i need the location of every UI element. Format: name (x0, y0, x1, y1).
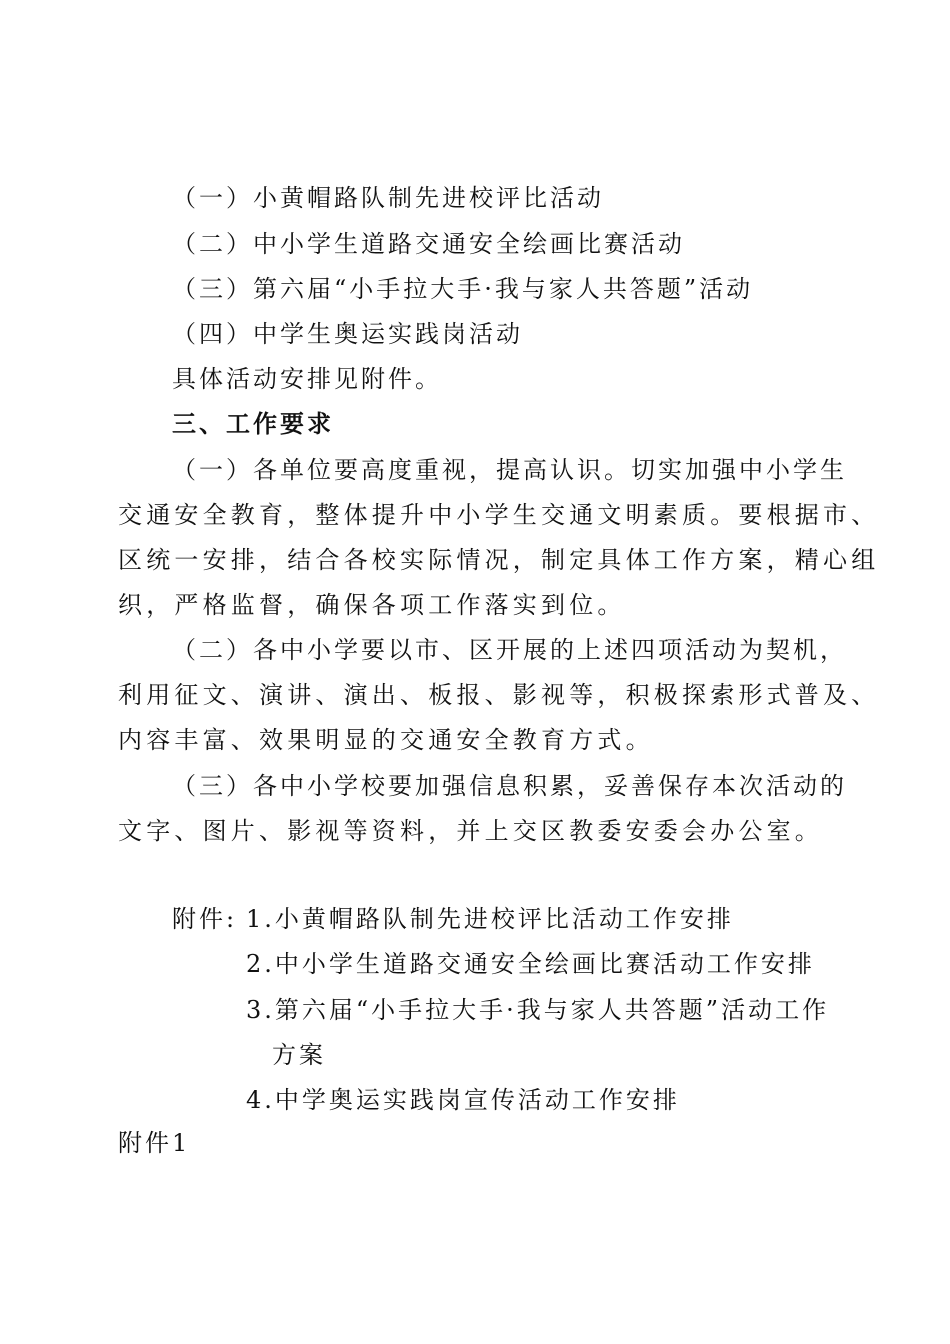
activity-item-4: （四）中学生奥运实践岗活动 (172, 320, 523, 348)
para1-line-4: 织，严格监督，确保各项工作落实到位。 (118, 591, 626, 619)
section-heading: 三、工作要求 (172, 409, 334, 438)
attachment-item-1: 1.小黄帽路队制先进校评比活动工作安排 (246, 905, 734, 933)
para2-line-2: 利用征文、演讲、演出、板报、影视等，积极探索形式普及、 (118, 681, 880, 709)
para2-line-3: 内容丰富、效果明显的交通安全教育方式。 (118, 726, 654, 754)
para3-line-1: （三）各中小学校要加强信息积累，妥善保存本次活动的 (172, 772, 847, 800)
para1-line-2: 交通安全教育，整体提升中小学生交通文明素质。要根据市、 (118, 501, 880, 529)
attachment-heading: 附件1 (118, 1129, 191, 1157)
attachment-item-4: 4.中学奥运实践岗宣传活动工作安排 (246, 1086, 680, 1114)
activity-item-2: （二）中小学生道路交通安全绘画比赛活动 (172, 230, 685, 258)
para1-line-1: （一）各单位要高度重视，提高认识。切实加强中小学生 (172, 456, 847, 484)
arrangement-note: 具体活动安排见附件。 (172, 365, 442, 393)
activity-item-1: （一）小黄帽路队制先进校评比活动 (172, 184, 604, 212)
attachment-item-3-continued: 方案 (272, 1041, 326, 1069)
para3-line-2: 文字、图片、影视等资料，并上交区教委安委会办公室。 (118, 817, 823, 845)
attachments-label: 附件: (172, 905, 238, 933)
para2-line-1: （二）各中小学要以市、区开展的上述四项活动为契机， (172, 636, 847, 664)
attachment-item-2: 2.中小学生道路交通安全绘画比赛活动工作安排 (246, 950, 815, 978)
attachment-item-3: 3.第六届“小手拉大手·我与家人共答题”活动工作 (246, 996, 830, 1024)
activity-item-3: （三）第六届“小手拉大手·我与家人共答题”活动 (172, 275, 754, 303)
para1-line-3: 区统一安排，结合各校实际情况，制定具体工作方案，精心组 (118, 546, 880, 574)
